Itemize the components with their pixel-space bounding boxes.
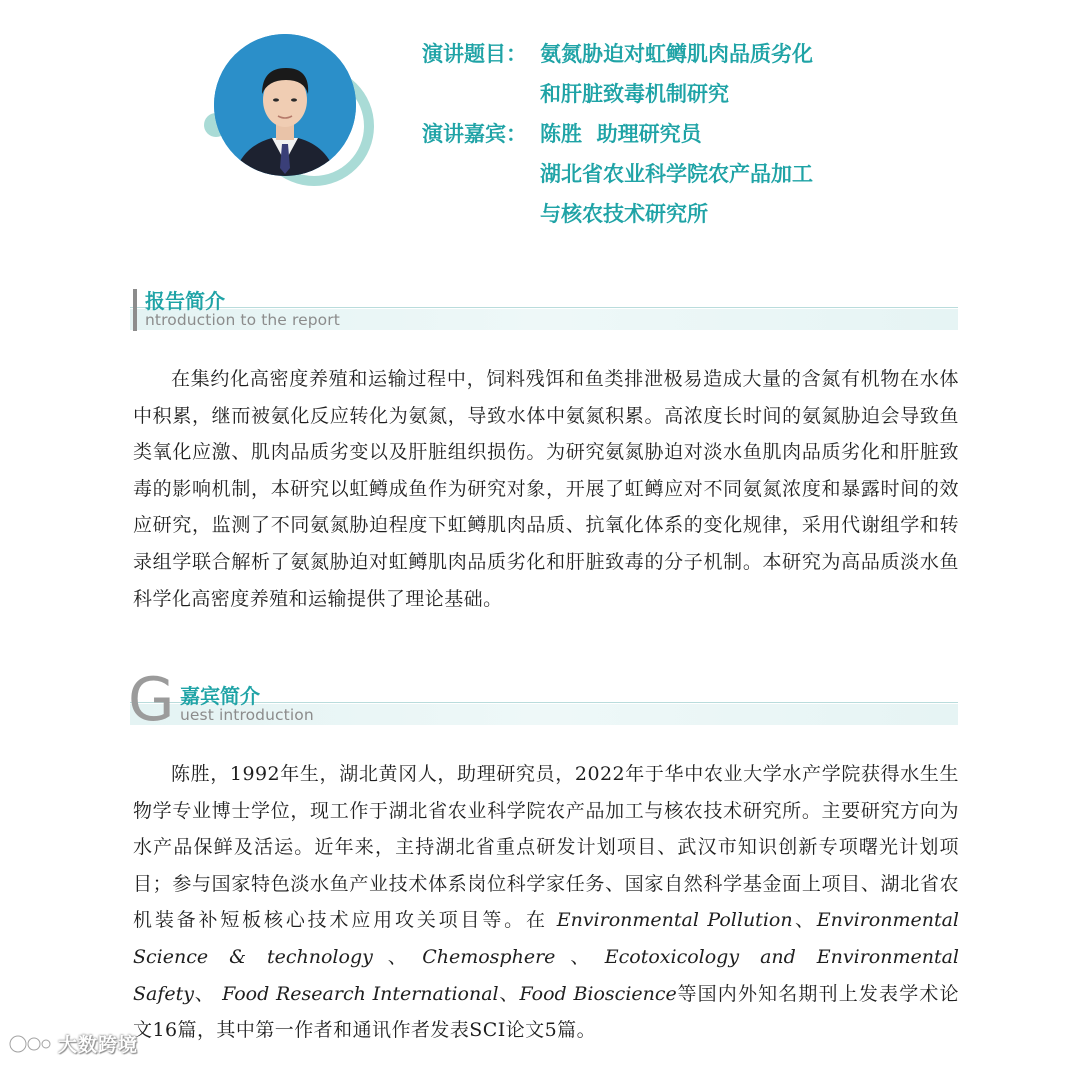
guest-section-header bbox=[128, 665, 958, 735]
separator: 、 bbox=[792, 909, 817, 932]
separator: 、 bbox=[498, 982, 520, 1005]
guest-section-subtitle: uest introduction bbox=[180, 706, 314, 724]
journal-name: Environmental Pollution bbox=[556, 909, 793, 932]
journal-name: Food Research International bbox=[222, 982, 499, 1005]
header-divider bbox=[130, 307, 958, 308]
report-body: 在集约化高密度养殖和运输过程中，饲料残饵和鱼类排泄极易造成大量的含氮有机物在水体中积累，继而被氨化反应转化为氨氮，导致水体中氨氮积累。高浓度长时间的氨氮胁迫会导致鱼类氧化应激、肌肉品质劣变以及肝脏组织损伤。为研究氨氮胁迫对淡水鱼肌肉品质劣化和肝脏致毒的影响机制，本研究以虹鳟成鱼作为研究对象，开展了虹鳟应对不同氨氮浓度和暴露时间的效应研究，监测了不同氨氮胁迫程度下虹鳟肌肉品质、抗氧化体系的变化规律，采用代谢组学和转录组学联合解析了氨氮胁迫对虹鳟肌肉品质劣化和肝脏致毒的分子机制。本研究为高品质淡水鱼科学化高密度养殖和运输提供了理论基础。 bbox=[133, 368, 959, 610]
guest-affiliation-2: 与核农技术研究所 bbox=[540, 202, 708, 226]
report-section-subtitle: ntroduction to the report bbox=[145, 311, 340, 329]
separator: 、 bbox=[194, 982, 223, 1005]
watermark-text: 大数跨境 bbox=[58, 1034, 139, 1056]
header-accent-bar bbox=[133, 289, 137, 331]
journal-name: Chemosphere bbox=[422, 945, 556, 968]
report-section-title: 报告简介 bbox=[145, 289, 225, 313]
guest-body-text-1: 陈胜，1992年生，湖北黄冈人，助理研究员，2022年于华中农业大学水产学院获得水生生物学专业博士学位，现工作于湖北省农业科学院农产品加工与核农技术研究所。主要研究方向为水产品保鲜及活运。近年来，主持湖北省重点研发计划项目、武汉市知识创新专项曙光计划项目；参与国家特色淡水鱼产业技术体系岗位科学家任务、国家自然科学基金面上项目、湖北省农机装备补短板核心技术应用攻关项目等。在 bbox=[133, 763, 959, 932]
guest-label: 演讲嘉宾： bbox=[422, 122, 527, 146]
topic-label: 演讲题目： bbox=[422, 42, 527, 66]
journal-name: Food Bioscience bbox=[519, 982, 677, 1005]
journal-name: Environmental Science & technology bbox=[133, 909, 960, 968]
watermark bbox=[8, 1030, 138, 1057]
guest-section-big-letter: G bbox=[128, 665, 175, 735]
guest-affiliation-1: 湖北省农业科学院农产品加工 bbox=[540, 162, 813, 186]
journal-name: Ecotoxicology and Environmental Safety bbox=[133, 945, 959, 1005]
watermark-logo-icon bbox=[8, 1031, 52, 1057]
report-section-header bbox=[130, 287, 958, 337]
topic-line-2: 和肝脏致毒机制研究 bbox=[540, 82, 729, 106]
guest-body bbox=[133, 756, 959, 1049]
speaker-info bbox=[422, 34, 813, 234]
guest-name-title: 陈胜 助理研究员 bbox=[540, 122, 702, 146]
separator: 、 bbox=[372, 945, 423, 968]
guest-body-text-2: 等国内外知名期刊上发表学术论文16篇，其中第一作者和通讯作者发表SCI论文5篇。 bbox=[133, 982, 959, 1042]
speaker-photo bbox=[214, 34, 356, 176]
guest-section-title: 嘉宾简介 bbox=[180, 684, 260, 708]
topic-line-1: 氨氮胁迫对虹鳟肌肉品质劣化 bbox=[540, 42, 813, 66]
separator: 、 bbox=[555, 945, 605, 968]
